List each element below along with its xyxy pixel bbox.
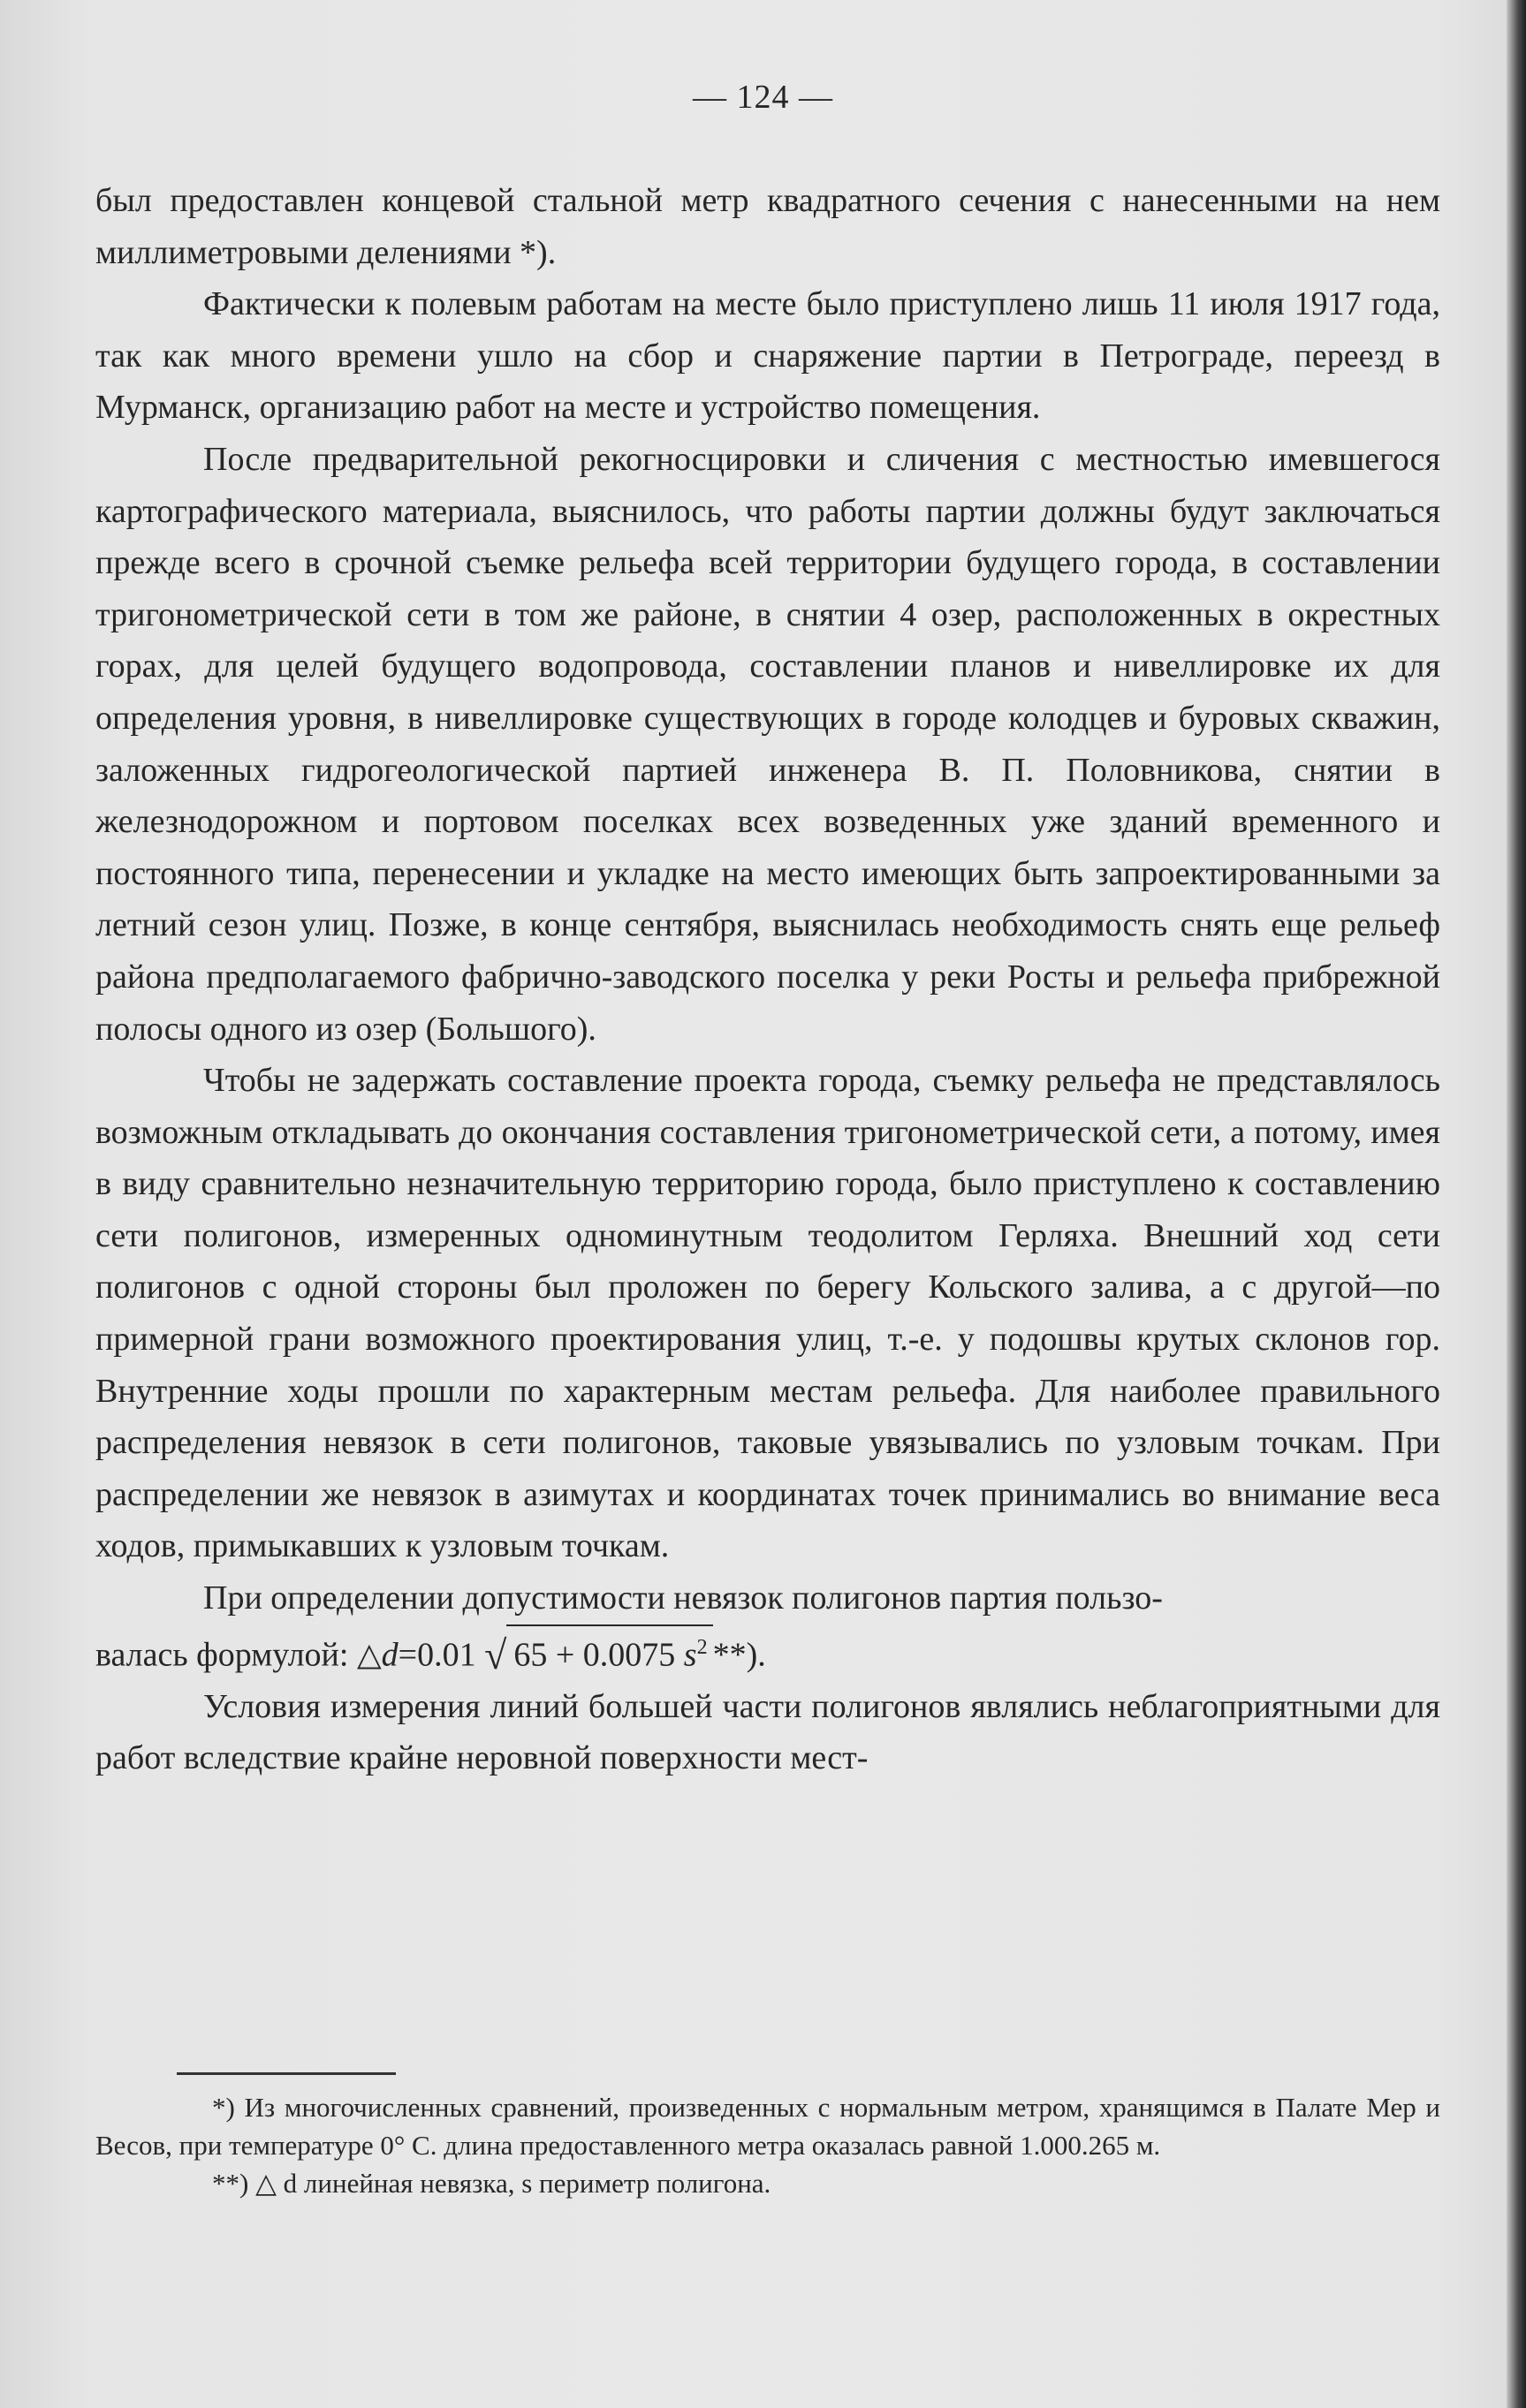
footnote-rule [177, 2072, 396, 2075]
paragraph-measurement-conditions: Условия измерения линий большей части полигонов являлись неблагоприятными для работ вследствие крайне неровной поверхности мест- [95, 1687, 1440, 1777]
formula-exponent: 2 [696, 1635, 708, 1659]
formula-variable-d: d [381, 1636, 399, 1674]
paragraph-fieldwork-start: Фактически к полевым работам на месте было приступлено лишь 11 июля 1917 года, так как много времени ушло на сбор и снаряжение партии в Петрограде, переезд в Мурманск, организацию работ на месте и устройство помещения. [95, 285, 1440, 427]
formula-line [95, 1624, 1440, 1681]
square-root-sign: √ [484, 1632, 507, 1678]
formula-intro-line: При определении допустимости невязок полигонов партия пользо- [203, 1579, 1163, 1617]
formula-equals-coefficient: =0.01 [398, 1636, 476, 1674]
page-edge-shadow [1507, 0, 1526, 2408]
footnote-2: **) △ d линейная невязка, s периметр полигона. [212, 2168, 771, 2199]
formula-variable-s: s [683, 1636, 697, 1674]
footnote-1: *) Из многочисленных сравнений, произведенных с нормальным метром, хранящимся в Палате Мер и Весов, при температуре 0° С. длина предоставленного метра оказалась равной 1.000.265 м. [95, 2092, 1440, 2161]
formula-footnote-marker: **). [712, 1636, 766, 1674]
paragraph-formula [95, 1572, 1440, 1681]
radicand-terms: 65 + 0.0075 [513, 1636, 676, 1674]
page-number: — 124 — [693, 79, 833, 116]
footnotes [95, 2088, 1440, 2202]
paragraph-polygon-network: Чтобы не задержать составление проекта города, съемку рельефа не представлялось возможным откладывать до окончания составления тригонометрической сети, а потому, имея в виду сравнительно незначительную территорию города, было приступлено к составлению сети полигонов, измеренных одноминутным теодолитом Герляха. Внешний ход сети полигонов с одной стороны был проложен по берегу Кольского залива, а с другой—по примерной грани возможного проектирования улиц, т.-е. у подошвы крутых склонов гор. Внутренние ходы прошли по характерным местам рельефа. Для наиболее правильного распределения невязок в сети полигонов, таковые увязывались по узловым точкам. При распределении же невязок в азимутах и координатах точек принимались во внимание веса ходов, примыкавших к узловым точкам. [95, 1062, 1440, 1565]
formula-lead-text: валась формулой: [95, 1636, 349, 1674]
paragraph-continuation: был предоставлен концевой стальной метр квадратного сечения с нанесенными на нем миллиметровыми делениями *). [95, 182, 1440, 271]
delta-symbol: △ [356, 1637, 382, 1673]
formula-radicand [506, 1624, 712, 1677]
paragraph-reconnaissance: После предварительной рекогносцировки и сличения с местностью имевшегося картографического материала, выяснилось, что работы партии должны будут заключаться прежде всего в срочной съемке рельефа всей территории будущего города, в составлении тригонометрической сети в том же районе, в снятии 4 озер, расположенных в окрестных горах, для целей будущего водопровода, составлении планов и нивеллировке их для определения уровня, в нивеллировке существующих в городе колодцев и буровых скважин, заложенных гидрогеологической партией инженера В. П. Половникова, снятии в железнодорожном и портовом поселках всех возведенных уже зданий временного и постоянного типа, перенесении и укладке на место имеющих быть запроектированными за летний сезон улиц. Позже, в конце сентября, выяснилась необходимость снять еще рельеф района предполагаемого фабрично-заводского поселка у реки Росты и рельефа прибрежной полосы одного из озер (Большого). [95, 440, 1440, 1048]
main-text [95, 175, 1440, 1784]
